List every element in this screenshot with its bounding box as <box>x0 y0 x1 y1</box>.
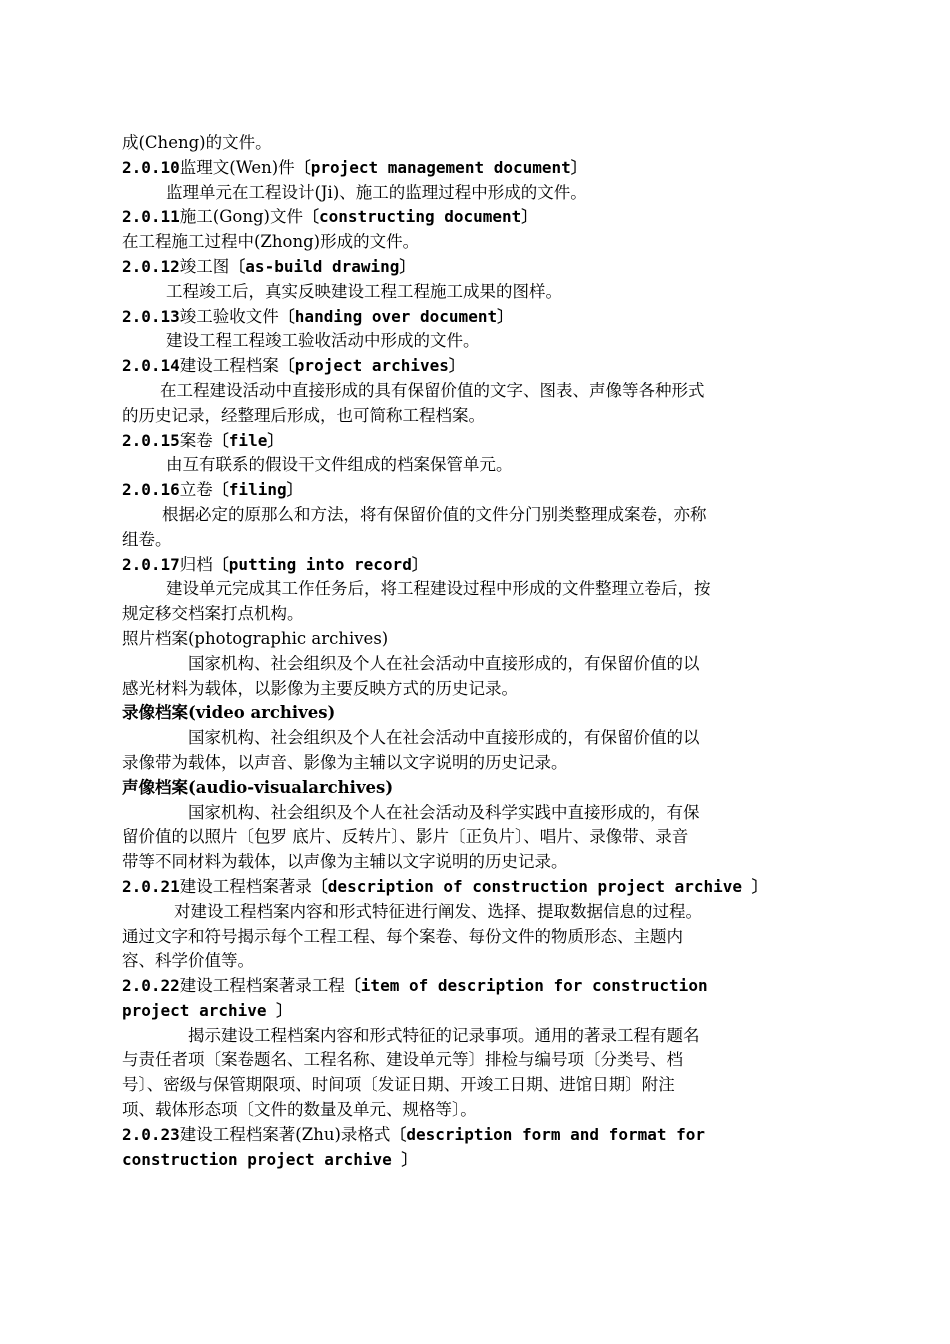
body-text-line <box>122 1098 812 1123</box>
body-text-line <box>122 652 812 677</box>
section-number: 2.0.12 <box>122 256 180 276</box>
section-title: 竣工图 <box>179 256 230 276</box>
line-text: 由互有联系的假设干文件组成的档案保管单元。 <box>166 455 513 475</box>
section-heading <box>122 205 812 230</box>
body-text-line <box>122 329 812 354</box>
line-text: project archive 〕 <box>122 1000 293 1020</box>
line-text: 在工程施工过程中(Zhong)形成的文件。 <box>122 232 420 252</box>
line-text: 建设单元完成其工作任务后，将工程建设过程中形成的文件整理立卷后，按 <box>166 579 711 599</box>
section-heading <box>122 478 812 503</box>
line-text: 带等不同材料为载体，以声像为主辅以文字说明的历史记录。 <box>122 852 568 872</box>
body-text-line <box>122 602 812 627</box>
body-text-line <box>122 677 812 702</box>
body-text-line <box>122 751 812 776</box>
line-text: 容、科学价值等。 <box>122 951 254 971</box>
heading-continuation <box>122 1148 812 1173</box>
section-heading <box>122 305 812 330</box>
body-text-line <box>122 528 812 553</box>
body-text-line <box>122 1048 812 1073</box>
line-text: 感光材料为载体，以影像为主要反映方式的历史记录。 <box>122 678 518 698</box>
line-text: 国家机构、社会组织及个人在社会活动中直接形成的，有保留价值的以 <box>188 728 700 748</box>
line-text: 组卷。 <box>122 529 172 549</box>
line-text: 揭示建设工程档案内容和形式特征的记录事项。通用的著录工程有题名 <box>188 1025 700 1045</box>
section-title: 案卷 <box>179 430 213 450</box>
section-number: 2.0.22 <box>122 976 180 996</box>
term-heading <box>122 701 812 726</box>
section-title: 建设工程档案著录 <box>179 876 312 896</box>
body-text-line <box>122 850 812 875</box>
section-heading <box>122 354 812 379</box>
body-text-line <box>122 453 812 478</box>
line-text: 照片档案(photographic archives) <box>122 628 389 648</box>
line-text: 留价值的以照片〔包罗 底片、反转片〕、影片〔正负片〕、唱片、录像带、录音 <box>122 827 689 847</box>
line-text: 国家机构、社会组织及个人在社会活动及科学实践中直接形成的，有保 <box>188 802 700 822</box>
section-title: 建设工程档案著录工程 <box>179 976 345 996</box>
section-english-term: 〔putting into record〕 <box>212 554 428 574</box>
line-text: 通过文字和符号揭示每个工程工程、每个案卷、每份文件的物质形态、主题内 <box>122 926 683 946</box>
section-english-term: 〔description of construction project archive 〕 <box>311 876 768 896</box>
body-text-line <box>122 577 812 602</box>
body-text-line <box>122 280 812 305</box>
section-title: 立卷 <box>179 480 213 500</box>
section-title: 建设工程档案 <box>179 356 279 376</box>
body-text-line <box>122 801 812 826</box>
section-number: 2.0.17 <box>122 554 180 574</box>
section-heading <box>122 974 812 999</box>
body-text-line <box>122 131 812 156</box>
line-text: 项、载体形态项〔文件的数量及单元、规格等〕。 <box>122 1100 477 1120</box>
section-heading <box>122 1123 812 1148</box>
body-text-line <box>122 230 812 255</box>
line-text: 国家机构、社会组织及个人在社会活动中直接形成的，有保留价值的以 <box>188 653 700 673</box>
line-text: 在工程建设活动中直接形成的具有保留价值的文字、图表、声像等各种形式 <box>160 380 705 400</box>
body-text-line <box>122 503 812 528</box>
section-number: 2.0.11 <box>122 207 180 227</box>
line-text: 与责任者项〔案卷题名、工程名称、建设单元等〕排检与编号项〔分类号、档 <box>122 1050 683 1070</box>
line-text: 建设工程工程竣工验收活动中形成的文件。 <box>166 331 480 351</box>
line-text: 号〕、密级与保管期限项、时间项〔发证日期、开竣工日期、进馆日期〕附注 <box>122 1075 675 1095</box>
section-title: 竣工验收文件 <box>179 306 279 326</box>
section-title: 归档 <box>179 554 213 574</box>
section-english-term: 〔project management document〕 <box>294 157 587 177</box>
body-text-line <box>122 825 812 850</box>
section-title: 监理文(Wen)件 <box>179 157 295 177</box>
section-english-term: 〔project archives〕 <box>278 356 465 376</box>
section-heading <box>122 553 812 578</box>
line-text: 录像带为载体，以声音、影像为主辅以文字说明的历史记录。 <box>122 752 568 772</box>
section-heading <box>122 429 812 454</box>
line-text: 录像档案(video archives) <box>122 703 336 723</box>
section-heading <box>122 875 812 900</box>
section-heading <box>122 255 812 280</box>
section-english-term: 〔description form and format for <box>390 1124 706 1144</box>
body-text-line <box>122 726 812 751</box>
section-number: 2.0.13 <box>122 306 180 326</box>
line-text: 工程竣工后，真实反映建设工程工程施工成果的图样。 <box>166 281 562 301</box>
section-english-term: 〔constructing document〕 <box>302 207 538 227</box>
line-text: 规定移交档案打点机构。 <box>122 604 304 624</box>
section-english-term: 〔item of description for construction <box>344 976 708 996</box>
section-number: 2.0.14 <box>122 356 180 376</box>
body-text-line <box>122 404 812 429</box>
body-text-line <box>122 1024 812 1049</box>
section-number: 2.0.10 <box>122 157 180 177</box>
body-text-line <box>122 925 812 950</box>
body-text-line <box>122 181 812 206</box>
line-text: 对建设工程档案内容和形式特征进行阐发、选择、提取数据信息的过程。 <box>174 901 702 921</box>
line-text: 成(Cheng)的文件。 <box>122 133 272 152</box>
section-english-term: 〔file〕 <box>212 430 284 450</box>
body-text-line <box>122 379 812 404</box>
document-page <box>122 131 812 1172</box>
term-heading <box>122 776 812 801</box>
term-heading <box>122 627 812 652</box>
body-text-line <box>122 900 812 925</box>
section-title: 施工(Gong)文件 <box>179 207 303 227</box>
section-heading <box>122 156 812 181</box>
body-text-line <box>122 1073 812 1098</box>
section-number: 2.0.23 <box>122 1124 180 1144</box>
line-text: 声像档案(audio-visualarchives) <box>122 777 394 797</box>
section-number: 2.0.21 <box>122 876 180 896</box>
line-text: construction project archive 〕 <box>122 1149 418 1169</box>
heading-continuation <box>122 999 812 1024</box>
section-number: 2.0.16 <box>122 480 180 500</box>
section-english-term: 〔handing over document〕 <box>278 306 514 326</box>
section-english-term: 〔as-build drawing〕 <box>229 256 416 276</box>
body-text-line <box>122 949 812 974</box>
section-english-term: 〔filing〕 <box>212 480 303 500</box>
section-number: 2.0.15 <box>122 430 180 450</box>
line-text: 的历史记录，经整理后形成，也可简称工程档案。 <box>122 405 485 425</box>
line-text: 监理单元在工程设计(Ji)、施工的监理过程中形成的文件。 <box>166 182 587 202</box>
line-text: 根据必定的原那么和方法，将有保留价值的文件分门别类整理成案卷，亦称 <box>162 504 707 524</box>
section-title: 建设工程档案著(Zhu)录格式 <box>179 1124 391 1144</box>
